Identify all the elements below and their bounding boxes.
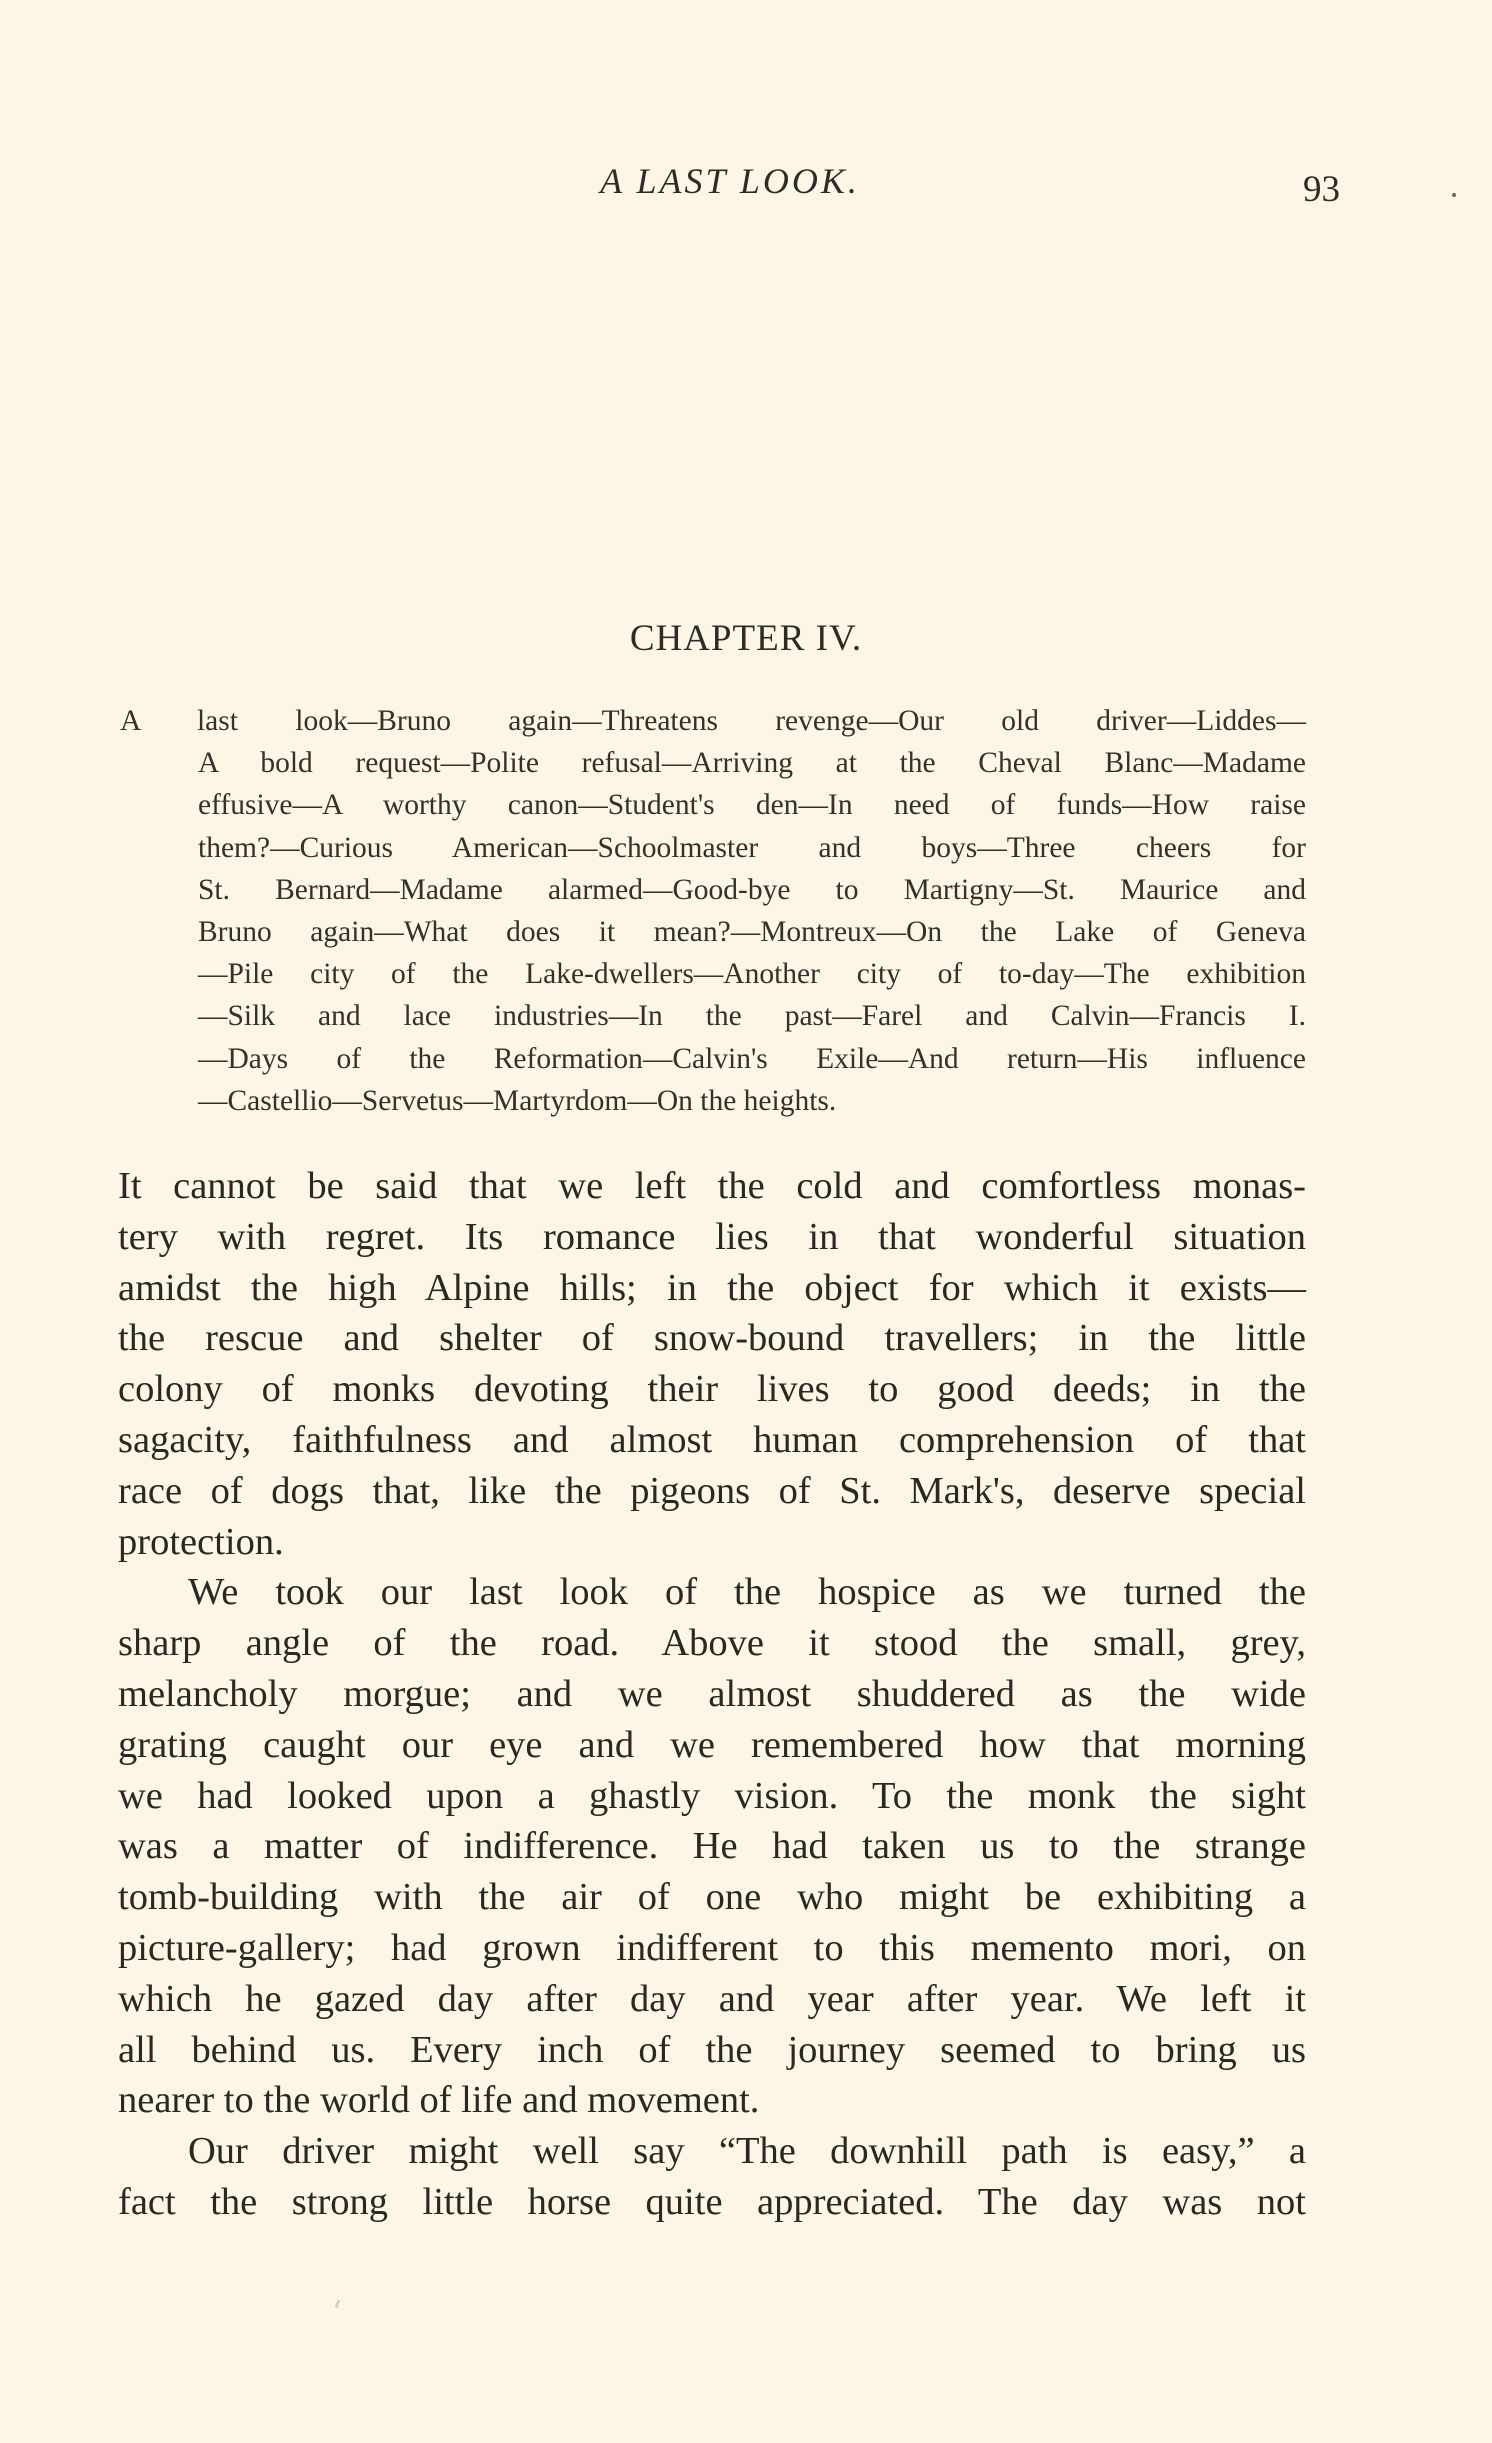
body-line: protection. <box>118 1520 284 1563</box>
page-number: 93 <box>1303 169 1340 210</box>
synopsis-line: St. Bernard—Madame alarmed—Good-bye to Martigny—St. Maurice and <box>198 873 1306 906</box>
body-line: grating caught our eye and we remembered how that morning <box>118 1723 1306 1766</box>
body-line: We took our last look of the hospice as we turned the <box>188 1571 1306 1614</box>
stray-ink-mark <box>1452 193 1456 197</box>
body-line: race of dogs that, like the pigeons of St. Mark's, deserve special <box>118 1469 1306 1512</box>
body-line: amidst the high Alpine hills; in the object for which it exists— <box>118 1266 1306 1309</box>
synopsis-line: effusive—A worthy canon—Student's den—In need of funds—How raise <box>198 789 1306 822</box>
body-line: fact the strong little horse quite appreciated. The day was not <box>118 2180 1306 2223</box>
running-head <box>120 160 1340 210</box>
synopsis-line: —Silk and lace industries—In the past—Farel and Calvin—Francis I. <box>198 1000 1306 1033</box>
running-title: A LAST LOOK. <box>600 161 860 201</box>
synopsis-line: them?—Curious American—Schoolmaster and boys—Three cheers for <box>198 831 1306 864</box>
synopsis-line: —Days of the Reformation—Calvin's Exile—And return—His influence <box>198 1042 1306 1075</box>
body-line: all behind us. Every inch of the journey seemed to bring us <box>118 2028 1306 2071</box>
chapter-synopsis <box>120 700 1306 1122</box>
body-line: sharp angle of the road. Above it stood the small, grey, <box>118 1622 1306 1665</box>
body-line: tomb-building with the air of one who might be exhibiting a <box>118 1876 1306 1919</box>
body-line: sagacity, faithfulness and almost human comprehension of that <box>118 1418 1306 1461</box>
body-line: tery with regret. Its romance lies in that wonderful situation <box>118 1215 1306 1258</box>
body-line: was a matter of indifference. He had taken us to the strange <box>118 1825 1306 1868</box>
body-line: colony of monks devoting their lives to good deeds; in the <box>118 1368 1306 1411</box>
synopsis-line: —Castellio—Servetus—Martyrdom—On the heights. <box>198 1084 837 1117</box>
body-line: nearer to the world of life and movement. <box>118 2079 760 2122</box>
synopsis-line: —Pile city of the Lake-dwellers—Another city of to-day—The exhibition <box>198 958 1306 991</box>
paper-smudge <box>335 2300 341 2309</box>
body-line: It cannot be said that we left the cold and comfortless monas- <box>118 1165 1306 1207</box>
body-line: which he gazed day after day and year after year. We left it <box>118 1977 1306 2020</box>
body-line: picture-gallery; had grown indifferent to this memento mori, on <box>118 1926 1306 1969</box>
synopsis-line: A bold request—Polite refusal—Arriving at the Cheval Blanc—Madame <box>198 747 1306 780</box>
body-line: Our driver might well say “The downhill path is easy,” a <box>188 2130 1306 2173</box>
chapter-title: CHAPTER IV. <box>629 618 863 659</box>
body-line: melancholy morgue; and we almost shuddered as the wide <box>118 1672 1306 1715</box>
synopsis-line: A last look—Bruno again—Threatens revenge—Our old driver—Liddes— <box>120 705 1306 737</box>
body-line: we had looked upon a ghastly vision. To the monk the sight <box>118 1774 1306 1817</box>
body-line: the rescue and shelter of snow-bound travellers; in the little <box>118 1317 1306 1360</box>
body-text <box>118 1161 1306 2228</box>
synopsis-line: Bruno again—What does it mean?—Montreux—On the Lake of Geneva <box>198 915 1306 948</box>
